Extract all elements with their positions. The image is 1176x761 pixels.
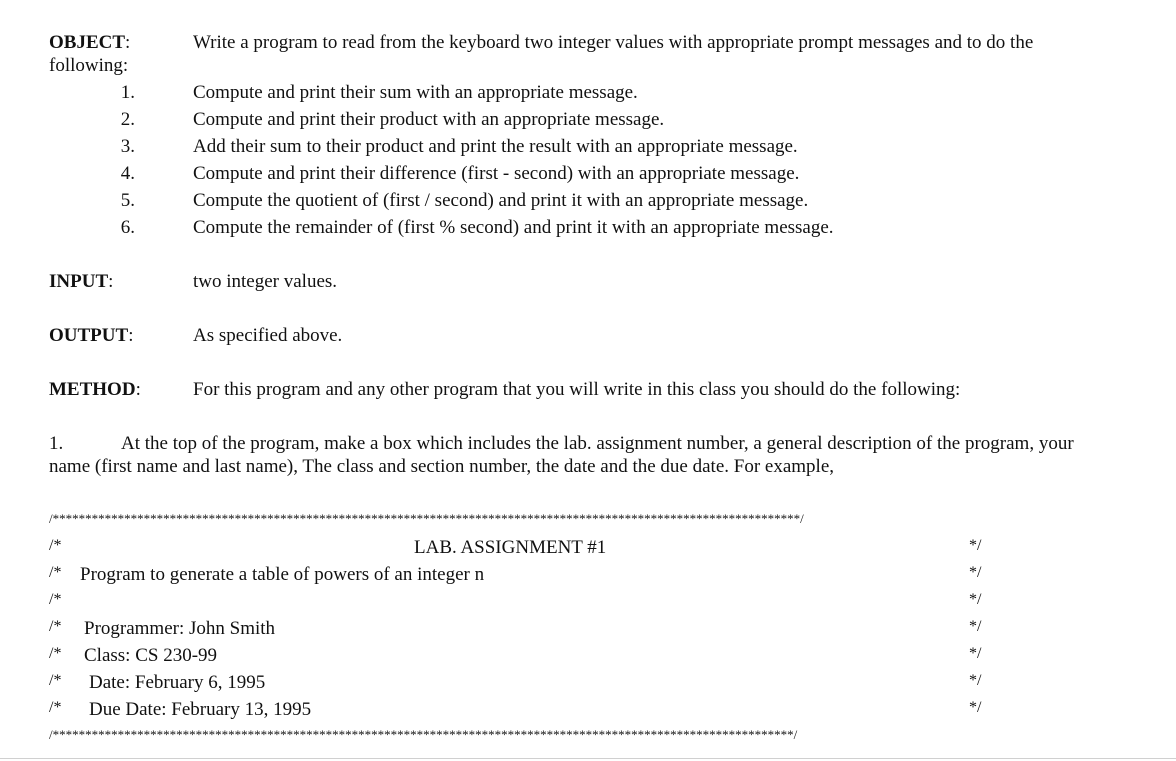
object-text-line2: following: — [49, 55, 129, 76]
object-item-number: 2. — [120, 109, 135, 130]
output-label: OUTPUT — [49, 325, 129, 346]
comment-close: */ — [969, 537, 982, 554]
object-item-text: Compute the remainder of (first % second) and print it with an appropriate message. — [193, 217, 834, 238]
comment-due-date: Due Date: February 13, 1995 — [89, 699, 312, 720]
object-item-number: 4. — [120, 163, 135, 184]
object-label: OBJECT — [49, 32, 126, 53]
comment-box-top-border: /*******************************************************************************************************************/ — [49, 512, 804, 525]
object-item-text: Compute and print their difference (first - second) with an appropriate message. — [193, 163, 800, 184]
comment-close: */ — [969, 618, 982, 635]
object-text-line1: Write a program to read from the keyboard two integer values with appropriate prompt messages and to do the — [193, 32, 1034, 53]
input-heading — [49, 271, 113, 293]
comment-date: Date: February 6, 1995 — [89, 672, 266, 693]
comment-open: /* — [49, 699, 62, 716]
object-item-text: Compute and print their sum with an appropriate message. — [193, 82, 638, 103]
comment-close: */ — [969, 591, 982, 608]
comment-close: */ — [969, 699, 982, 716]
object-colon: : — [125, 32, 131, 53]
input-colon: : — [108, 271, 114, 292]
comment-open: /* — [49, 618, 62, 635]
comment-open: /* — [49, 537, 62, 554]
comment-programmer: Programmer: John Smith — [84, 618, 276, 639]
output-heading — [49, 325, 133, 347]
method-label: METHOD — [49, 379, 136, 400]
comment-close: */ — [969, 672, 982, 689]
object-item-text: Add their sum to their product and print the result with an appropriate message. — [193, 136, 798, 157]
object-item-text: Compute and print their product with an appropriate message. — [193, 109, 665, 130]
page-bottom-divider — [0, 758, 1176, 759]
object-item-number: 6. — [120, 217, 135, 238]
comment-heading: LAB. ASSIGNMENT #1 — [414, 537, 607, 558]
input-text: two integer values. — [193, 271, 338, 292]
input-label: INPUT — [49, 271, 109, 292]
method-heading — [49, 379, 141, 401]
comment-open: /* — [49, 564, 62, 581]
comment-close: */ — [969, 645, 982, 662]
method-colon: : — [135, 379, 141, 400]
object-item-text: Compute the quotient of (first / second) and print it with an appropriate message. — [193, 190, 809, 211]
method-step-number: 1. — [49, 433, 64, 454]
method-step-line1: At the top of the program, make a box which includes the lab. assignment number, a general description of the program, your — [121, 433, 1074, 454]
comment-open: /* — [49, 672, 62, 689]
comment-open: /* — [49, 591, 62, 608]
comment-close: */ — [969, 564, 982, 581]
method-step-line2: name (first name and last name), The class and section number, the date and the due date. For example, — [49, 456, 835, 477]
object-heading — [49, 32, 130, 54]
comment-open: /* — [49, 645, 62, 662]
output-colon: : — [128, 325, 134, 346]
object-item-number: 1. — [120, 82, 135, 103]
object-item-number: 3. — [120, 136, 135, 157]
object-item-number: 5. — [120, 190, 135, 211]
comment-box-bottom-border: /******************************************************************************************************************/ — [49, 728, 798, 741]
method-text: For this program and any other program that you will write in this class you should do the following: — [193, 379, 961, 400]
comment-class: Class: CS 230-99 — [84, 645, 218, 666]
comment-description: Program to generate a table of powers of an integer n — [80, 564, 485, 585]
output-text: As specified above. — [193, 325, 343, 346]
